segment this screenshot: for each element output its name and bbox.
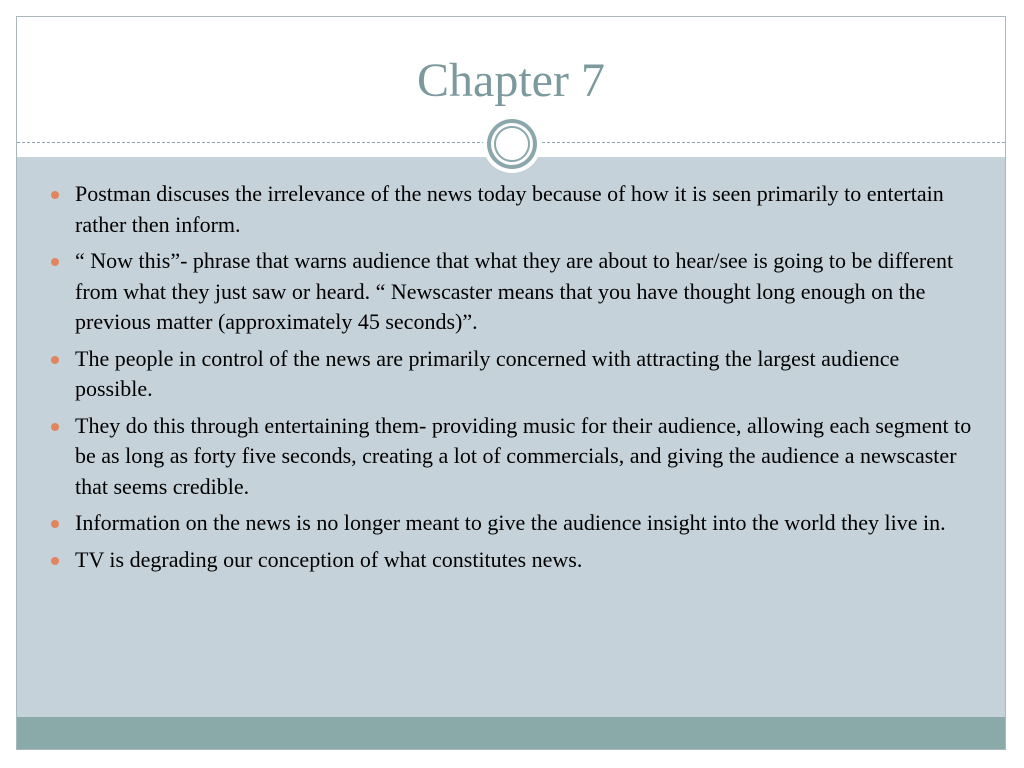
bullet-item bbox=[17, 246, 1005, 338]
footer-band bbox=[17, 717, 1005, 750]
bullet-item bbox=[17, 545, 1005, 576]
slide-title: Chapter 7 bbox=[417, 54, 605, 107]
bullet-text: Information on the news is no longer meant to give the audience insight into the world they live in. bbox=[75, 510, 946, 535]
bullet-text: They do this through entertaining them- providing music for their audience, allowing each segment to be as long as forty five seconds, creating a lot of commercials, and giving the audience a newscaster that seems credible. bbox=[75, 412, 972, 499]
bullet-item bbox=[17, 344, 1005, 405]
bullet-item bbox=[17, 179, 1005, 240]
bullet-item bbox=[17, 411, 1005, 503]
bullet-text: Postman discuses the irrelevance of the news today because of how it is seen primarily to entertain rather then inform. bbox=[75, 181, 944, 237]
bullet-dot-icon bbox=[51, 423, 59, 431]
bullet-list bbox=[17, 179, 1005, 581]
bullet-dot-icon bbox=[51, 557, 59, 565]
bullet-text: The people in control of the news are primarily concerned with attracting the largest audience possible. bbox=[75, 345, 900, 401]
circle-ornament-icon bbox=[483, 115, 541, 173]
slide bbox=[16, 16, 1006, 750]
bullet-item bbox=[17, 508, 1005, 539]
bullet-dot-icon bbox=[51, 520, 59, 528]
bullet-dot-icon bbox=[51, 191, 59, 199]
bullet-text: “ Now this”- phrase that warns audience that what they are about to hear/see is going to be different from what they just saw or heard. “ Newscaster means that you have thought long enough on the previous matter (approximately 45 seconds)”. bbox=[75, 248, 954, 334]
bullet-text: TV is degrading our conception of what constitutes news. bbox=[75, 546, 583, 572]
bullet-dot-icon bbox=[51, 258, 59, 266]
bullet-dot-icon bbox=[51, 356, 59, 364]
